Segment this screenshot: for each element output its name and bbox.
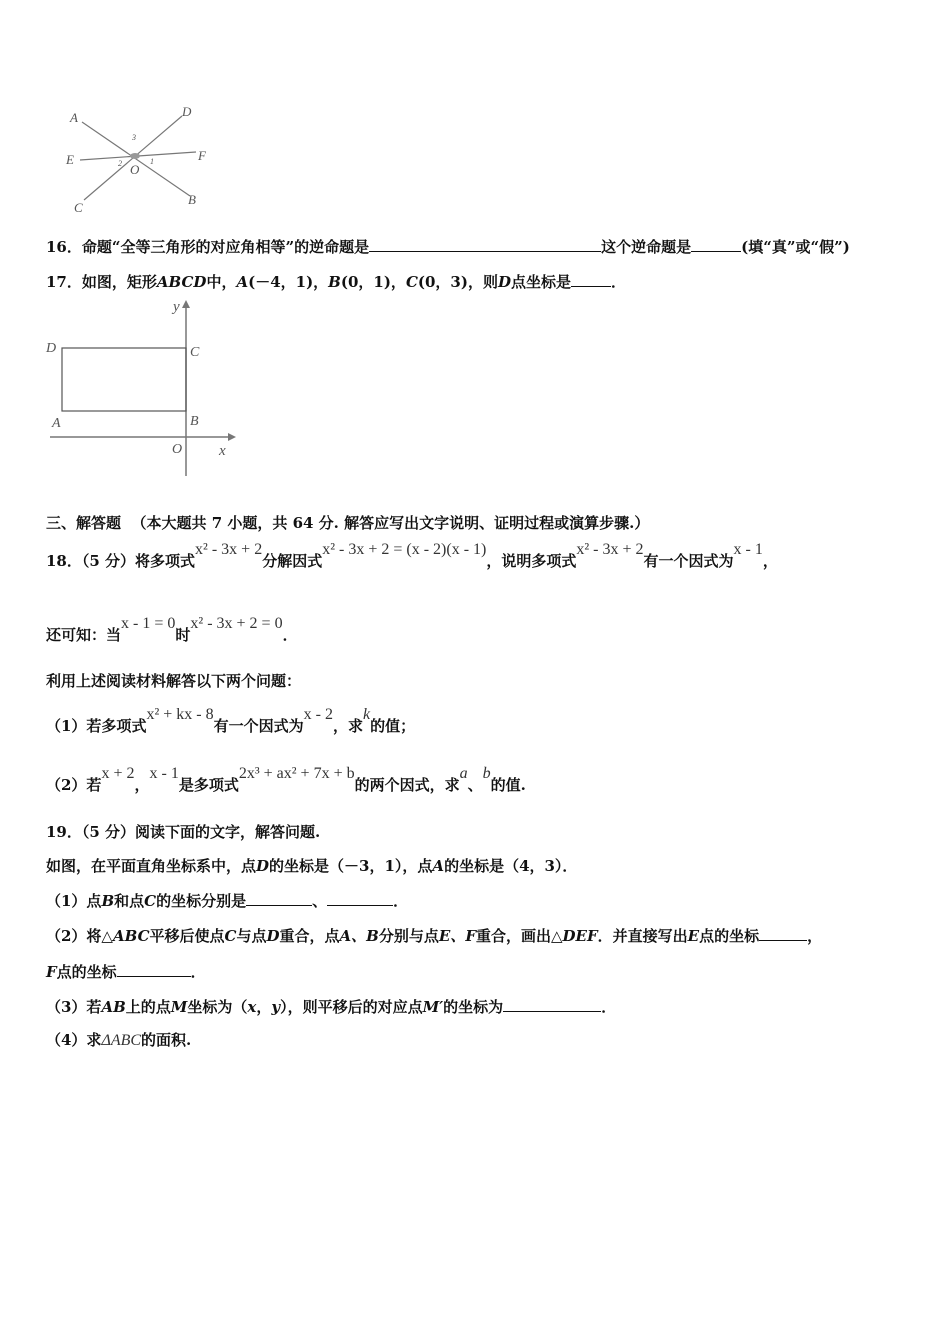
q18-also-text: 还可知：当 [46, 626, 122, 644]
question-18-line-1 [46, 541, 778, 571]
q17-point-c: C [405, 273, 418, 291]
q19-p1-c: 和点 [114, 892, 145, 910]
vertex-label-C: C [190, 345, 200, 360]
q18-factor-text: 分解因式 [262, 552, 323, 570]
q18-p2-b: b [482, 765, 491, 782]
q19-number: 19． [46, 823, 82, 841]
q18-p2-sep: 、 [467, 776, 483, 794]
q19-l2-a: 如图，在平面直角坐标系中，点 [46, 857, 257, 875]
q18-p1-factor: x - 2 [303, 706, 333, 723]
q19-p2-c: C [224, 927, 237, 945]
q18-p2-a: a [459, 765, 468, 782]
q18-instruction [46, 672, 301, 690]
q17-text-1: 如图，矩形 [81, 273, 157, 291]
question-16 [46, 237, 850, 256]
q19-l2-d: D [256, 857, 270, 875]
label-O: O [130, 162, 140, 177]
q19-p2-blank-e[interactable] [759, 926, 807, 941]
q19-p3-sep: ， [256, 998, 272, 1016]
y-axis-arrow [182, 300, 190, 308]
q16-number: 16． [46, 238, 82, 256]
q18-p2-text-d: 的值. [490, 776, 526, 794]
q19-l2-c: 的坐标是（4，3）． [444, 857, 578, 875]
q19-p4-a: （4）求 [46, 1031, 102, 1049]
q19-p2-ef: E、F [438, 927, 476, 945]
q19-part-2 [46, 926, 822, 945]
angle-label-1: 1 [150, 157, 154, 166]
x-axis-arrow [228, 433, 236, 441]
q18-comma: ， [762, 552, 778, 570]
axis-label-y: y [173, 299, 180, 315]
q18-p2-text-b: 是多项式 [178, 776, 239, 794]
q19-p2-end: ． [190, 963, 206, 981]
q19-part-4 [46, 1031, 191, 1050]
q17-text-2: 中， [206, 273, 237, 291]
q19-p2-ab: A、B [339, 927, 379, 945]
q18-has-text: 有一个因式为 [643, 552, 734, 570]
figure-rectangle-axes [40, 296, 240, 476]
q19-p3-d: ），则平移后的对应点 [280, 998, 423, 1016]
vertex-label-B: B [190, 414, 199, 429]
label-D: D [182, 104, 192, 119]
q19-p1-blank-2[interactable] [327, 891, 393, 906]
q19-p3-ab: AB [101, 998, 126, 1016]
q19-part-2-cont [46, 962, 206, 981]
q19-p3-y: y [271, 998, 281, 1016]
q17-coord-a: (－4，1)， [248, 273, 329, 291]
q16-text-2: 这个逆命题是 [601, 238, 692, 256]
angle-label-2: 2 [118, 159, 122, 168]
q17-coord-b: (0，1)， [340, 273, 406, 291]
label-B: B [188, 192, 196, 207]
q19-part-3 [46, 997, 616, 1016]
figure-intersecting-lines [60, 100, 220, 220]
q18-p2-text-c: 的两个因式，求 [354, 776, 460, 794]
q16-text-1: 命题“全等三角形的对应角相等”的逆命题是 [81, 238, 370, 256]
question-19-intro [46, 823, 320, 841]
origin-label-O: O [172, 442, 183, 457]
q19-p3-b: 上的点 [125, 998, 171, 1016]
q19-p3-e: 的坐标为 [443, 998, 504, 1016]
q17-number: 17． [46, 273, 82, 291]
q19-p2-h: ．并直接写出 [597, 927, 688, 945]
q17-point-b: B [328, 273, 341, 291]
angle-label-3: 3 [132, 133, 136, 142]
q18-number: 18． [46, 552, 82, 570]
q18-p1-text-a: （1）若多项式 [46, 717, 147, 735]
q18-part-2 [46, 765, 526, 795]
q19-p2-g: 重合，画出△ [475, 927, 563, 945]
q19-p3-m: M [170, 998, 188, 1016]
q19-p2-e: 重合，点 [279, 927, 340, 945]
question-18-line-2 [46, 615, 298, 645]
q19-p2-comma: ， [807, 927, 823, 945]
q19-p2-a: （2）将△ [46, 927, 113, 945]
q18-period: ． [282, 626, 298, 644]
q19-p2-d: 与点 [236, 927, 267, 945]
q19-p2-blank-f[interactable] [117, 962, 191, 977]
q19-p1-sep: 、 [312, 892, 328, 910]
q19-p2-i: 点的坐标 [699, 927, 760, 945]
q19-p3-end: ． [601, 998, 617, 1016]
section-3-title: 三、解答题 [46, 514, 122, 532]
section-3-desc: （本大题共 7 小题，共 64 分. 解答应写出文字说明、证明过程或演算步骤.） [131, 514, 650, 532]
q19-l2-a2: A [432, 857, 445, 875]
q17-point-d: D [497, 273, 511, 291]
q18-p1-text-b: 有一个因式为 [213, 717, 304, 735]
q16-blank-1[interactable] [369, 237, 601, 252]
q19-intro-text: （5 分）阅读下面的文字，解答问题. [81, 823, 321, 841]
label-A: A [70, 110, 78, 125]
q19-p1-end: ． [393, 892, 409, 910]
q18-factor: x - 1 [733, 541, 763, 558]
q19-p2-abc: ABC [112, 927, 150, 945]
q19-p1-blank-1[interactable] [246, 891, 312, 906]
q17-text-4: ． [611, 273, 627, 291]
q18-p1-text-c: ，求 [332, 717, 363, 735]
q17-blank[interactable] [571, 272, 611, 287]
label-E: E [66, 152, 74, 167]
q19-p2-f: 分别与点 [378, 927, 439, 945]
section-3-heading [46, 514, 649, 532]
q18-identity: x² - 3x + 2 = (x - 2)(x - 1) [322, 541, 487, 558]
rectangle-abcd [62, 348, 186, 411]
q19-p3-blank[interactable] [503, 997, 601, 1012]
q18-p2-text-a: （2）若 [46, 776, 102, 794]
q18-p1-poly: x² + kx - 8 [146, 706, 214, 723]
q19-p3-a: （3）若 [46, 998, 102, 1016]
q19-p2-f2: F [46, 963, 57, 981]
label-C: C [74, 200, 83, 215]
q17-coord-c: (0，3)，则 [417, 273, 498, 291]
q19-p2-dd: D [266, 927, 280, 945]
q16-blank-2[interactable] [691, 237, 741, 252]
q19-p3-c: 坐标为（ [187, 998, 248, 1016]
q18-poly-2: x² - 3x + 2 [576, 541, 644, 558]
q19-p2-b: 平移后使点 [149, 927, 225, 945]
q19-p3-m2: M′ [422, 998, 444, 1016]
q17-text-3: 点坐标是 [510, 273, 571, 291]
q18-say-text: ，说明多项式 [486, 552, 577, 570]
vertex-label-D: D [46, 341, 57, 356]
q19-p2-j: 点的坐标 [56, 963, 117, 981]
q18-condition: x - 1 = 0 [121, 615, 176, 632]
q18-p2-factor-1: x + 2 [101, 765, 135, 782]
q18-use-text: 利用上述阅读材料解答以下两个问题： [46, 672, 302, 690]
label-F: F [198, 148, 206, 163]
q19-p1-d: 的坐标分别是 [156, 892, 247, 910]
q18-p1-k: k [362, 706, 371, 723]
question-17 [46, 272, 626, 291]
q19-p2-def: DEF [562, 927, 598, 945]
q19-p2-e2: E [687, 927, 700, 945]
q19-p4-b: 的面积. [141, 1031, 192, 1049]
q19-p4-tri: ΔABC [101, 1032, 142, 1049]
q18-result: x² - 3x + 2 = 0 [190, 615, 283, 632]
q19-part-1 [46, 891, 408, 910]
q19-p3-x: x [247, 998, 257, 1016]
q18-p2-poly: 2x³ + ax² + 7x + b [238, 765, 355, 782]
q18-p2-factor-2: x - 1 [149, 765, 179, 782]
vertex-label-A: A [52, 416, 61, 431]
q18-poly: x² - 3x + 2 [195, 541, 263, 558]
q18-part-1 [46, 706, 416, 736]
q19-p1-a: （1）点 [46, 892, 102, 910]
q19-context [46, 857, 577, 875]
q17-abcd: ABCD [156, 273, 207, 291]
q19-l2-b: 的坐标是（－3，1），点 [269, 857, 433, 875]
q17-point-a: A [236, 273, 249, 291]
q18-p1-text-d: 的值； [370, 717, 416, 735]
q16-text-3: (填“真”或“假”) [741, 238, 850, 256]
q19-p1-cc: C [144, 892, 157, 910]
q18-when-text: 时 [175, 626, 191, 644]
q18-score: （5 分）将多项式 [81, 552, 196, 570]
q19-p1-b: B [101, 892, 115, 910]
axis-label-x: x [219, 443, 226, 459]
point-o-mark [130, 153, 140, 159]
q18-p2-comma: ， [134, 776, 150, 794]
